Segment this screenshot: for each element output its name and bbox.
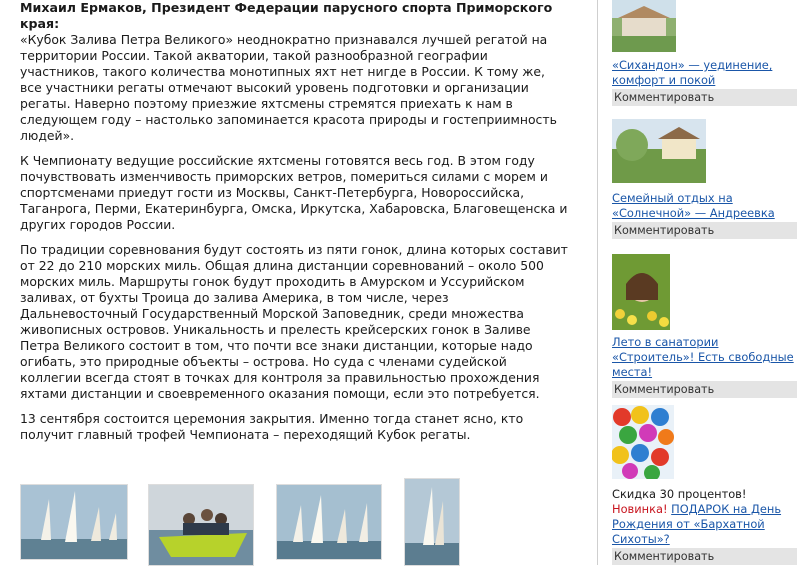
- comment-button-2[interactable]: Комментировать: [612, 222, 797, 239]
- sidebar-link-stroitel[interactable]: Лето в санатории «Строитель»! Есть свободные места!: [612, 335, 794, 379]
- comment-button-4[interactable]: Комментировать: [612, 548, 797, 565]
- comment-button-1[interactable]: Комментировать: [612, 89, 797, 106]
- sidebar-link-solnechnaya[interactable]: Семейный отдых на «Солнечной» — Андреевка: [612, 191, 775, 220]
- article-paragraph-3: По традиции соревнования будут состоять из пяти гонок, длина которых составит от 22 до 210 морских миль. Общая длина дистанции соревнований – около 500 морских миль. Маршруты гонок будут проходить в Амурском и Уссурийском заливах, от бухты Троица до залива Америка, в том числе, через Дальневосточный Государственный Морской Заповедник, среди множества живописных островов. Уникальность и прелесть крейсерских гонок в Заливе Петра Великого состоит в том, что почти все знаки дистанции, которые надо огибать, это природные объекты – острова. Но суда с членами судейской коллегии всегда стоят в точках для контроля за правильностью прохождения яхтами дистанции и своевременного оказания помощи, если это потребуется.: [20, 242, 568, 401]
- gallery-photo-yacht-crew[interactable]: [148, 484, 254, 566]
- comment-button-3[interactable]: Комментировать: [612, 381, 797, 398]
- sidebar-link-sihota[interactable]: ПОДАРОК на День Рождения от «Бархатной Сихоты»?: [612, 502, 782, 546]
- sidebar-card-solnechnaya: [612, 119, 797, 239]
- sidebar-link-sihandon[interactable]: «Сихандон» — уединение, комфорт и покой: [612, 58, 773, 87]
- promo-gift: [612, 502, 797, 547]
- balloons-icon[interactable]: [612, 405, 674, 479]
- article-body: [20, 0, 568, 452]
- article-paragraph-2: К Чемпионату ведущие российские яхтсмены готовятся весь год. В этом году почувствовать изменчивость приморских ветров, помериться силами с морем и спортсменами приедут гости из Москвы, Санкт-Петербурга, Новороссийска, Таганрога, Перми, Екатеринбурга, Омска, Иркутска, Хабаровска, Благовещенска и других городов России.: [20, 153, 568, 232]
- sidebar-divider: [597, 0, 598, 565]
- article-paragraph-1: «Кубок Залива Петра Великого» неоднократно признавался лучшей регатой на территории России. Такой акватории, такой разнообразной географии участников, такого количества монотипных яхт нет нигде в России. К тому же, все участники регаты отмечают высокий уровень подготовки и организации регаты. Наверно поэтому приезжие яхтсмены стремятся приехать к нам в следующем году – настолько запоминается красота природы и гостеприимность людей».: [20, 32, 557, 143]
- sidebar-card-sihota: [612, 405, 797, 565]
- gallery-photo-yachts-1[interactable]: [20, 484, 128, 560]
- gallery-photo-yacht-3[interactable]: [404, 478, 460, 566]
- article-paragraph-4: 13 сентября состоится церемония закрытия. Именно тогда станет ясно, кто получит главный трофей Чемпионата – переходящий Кубок регаты.: [20, 411, 524, 442]
- sidebar-card-stroitel: [612, 254, 797, 398]
- sidebar-card-sihandon: [612, 0, 797, 106]
- promo-new-label: Новинка!: [612, 502, 668, 516]
- gallery-photo-yachts-2[interactable]: [276, 484, 382, 560]
- promo-discount: Скидка 30 процентов!: [612, 487, 747, 501]
- author-heading: Михаил Ермаков, Президент Федерации парусного спорта Приморского края:: [20, 0, 553, 31]
- cottage-icon[interactable]: [612, 119, 706, 183]
- house-icon[interactable]: [612, 0, 676, 52]
- girl-flowers-icon[interactable]: [612, 254, 670, 330]
